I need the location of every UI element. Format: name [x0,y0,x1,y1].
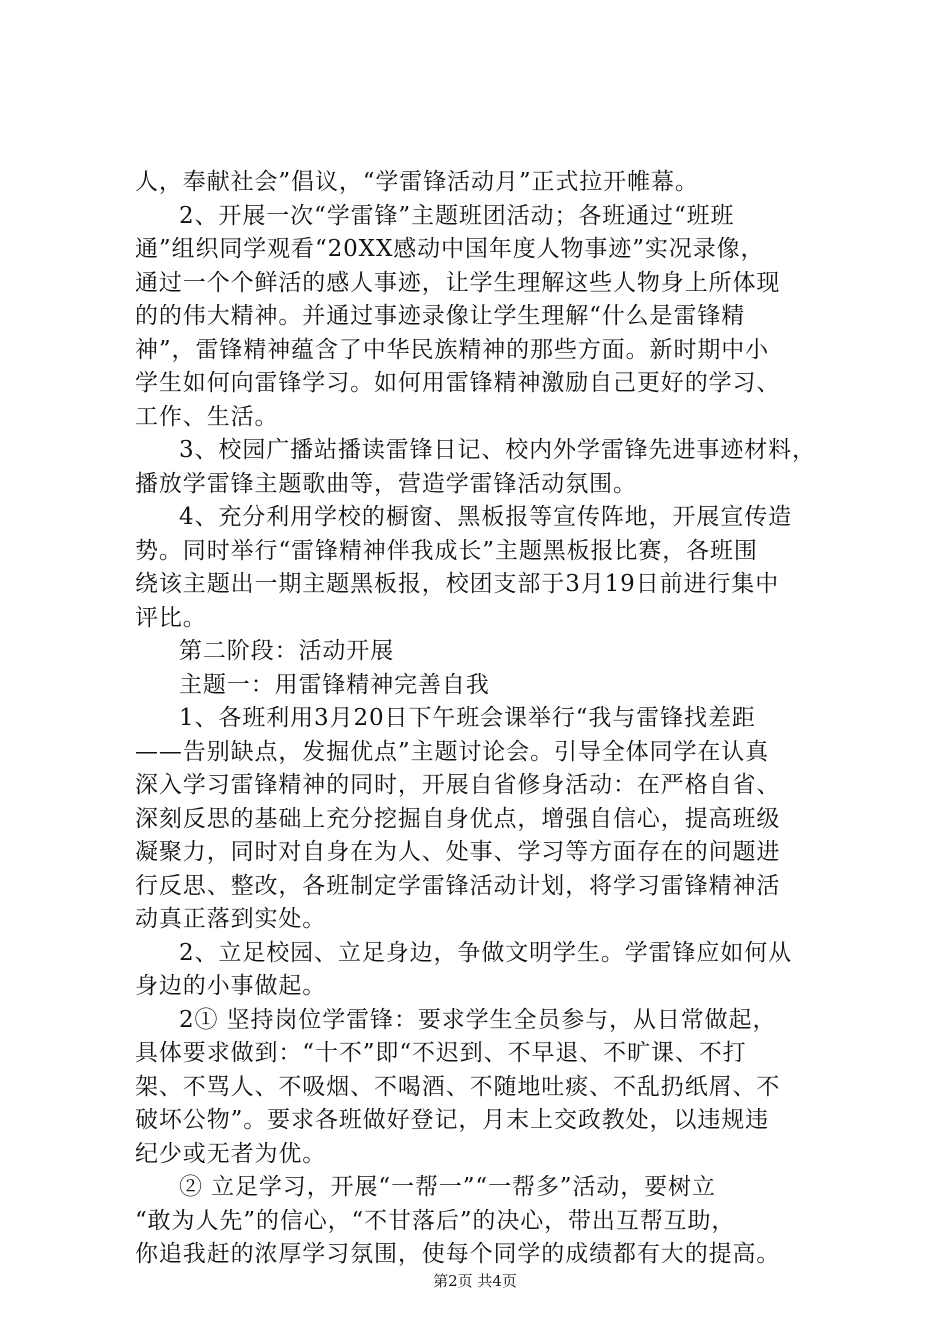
text-line: 架、不骂人、不吸烟、不喝酒、不随地吐痰、不乱扔纸屑、不 [135,1073,781,1100]
text-line: 第二阶段：活动开展 [179,638,395,664]
text-line: 工作、生活。 [135,403,279,430]
text-line: ② 立足学习，开展“一帮一”“一帮多”活动，要树立 [179,1174,716,1200]
text-line: 2、立足校园、立足身边，争做文明学生。学雷锋应如何从 [179,939,793,966]
text-line: 绕该主题出一期主题黑板报，校团支部于3月19日前进行集中 [135,571,780,597]
text-line: 的的伟大精神。并通过事迹录像让学生理解“什么是雷锋精 [135,303,746,329]
text-line: “敢为人先”的信心，“不甘落后”的决心，带出互帮互助， [135,1207,736,1234]
text-line: 凝聚力，同时对自身在为人、处事、学习等方面存在的问题进 [135,839,781,865]
text-line: 破坏公物”。要求各班做好登记，月末上交政教处，以违规违 [135,1107,770,1133]
text-line: 1、各班利用3月20日下午班会课举行“我与雷锋找差距 [179,705,756,731]
text-line: 通”组织同学观看“20XX感动中国年度人物事迹”实况录像， [135,236,765,262]
text-line: 评比。 [135,604,207,631]
text-line: 动真正落到实处。 [135,906,327,932]
text-line: 具体要求做到：“十不”即“不迟到、不早退、不旷课、不打 [135,1040,747,1066]
text-line: 势。同时举行“雷锋精神伴我成长”主题黑板报比赛，各班围 [135,537,758,564]
page-footer: 第2页 共4页 [433,1272,517,1290]
text-line: 人，奉献社会”倡议，“学雷锋活动月”正式拉开帷幕。 [135,169,699,195]
text-line: 身边的小事做起。 [135,973,327,999]
text-line: 你追我赶的浓厚学习氛围，使每个同学的成绩都有大的提高。 [135,1241,781,1267]
text-line: 学生如何向雷锋学习。如何用雷锋精神激励自己更好的学习、 [135,370,781,396]
document-body [135,166,835,1272]
text-line: 深刻反思的基础上充分挖掘自身优点，增强自信心，提高班级 [135,805,781,832]
text-line: 4、充分利用学校的橱窗、黑板报等宣传阵地，开展宣传造 [179,504,793,530]
text-line: 播放学雷锋主题歌曲等，营造学雷锋活动氛围。 [135,470,637,497]
text-line: 行反思、整改，各班制定学雷锋活动计划，将学习雷锋精神活 [135,872,781,899]
text-line: ——告别缺点，发掘优点”主题讨论会。引导全体同学在认真 [135,738,770,765]
text-line: 通过一个个鲜活的感人事迹，让学生理解这些人物身上所体现 [135,269,781,296]
text-line: 主题一：用雷锋精神完善自我 [179,671,490,698]
text-line: 2① 坚持岗位学雷锋：要求学生全员参与，从日常做起， [179,1006,777,1033]
text-line: 3、校园广播站播读雷锋日记、校内外学雷锋先进事迹材料， [179,437,816,463]
text-line: 2、开展一次“学雷锋”主题班团活动；各班通过“班班 [179,202,735,229]
text-line: 深入学习雷锋精神的同时，开展自省修身活动：在严格自省、 [135,772,781,798]
text-line: 纪少或无者为优。 [135,1140,327,1167]
text-line: 神”，雷锋精神蕴含了中华民族精神的那些方面。新时期中小 [135,336,770,363]
